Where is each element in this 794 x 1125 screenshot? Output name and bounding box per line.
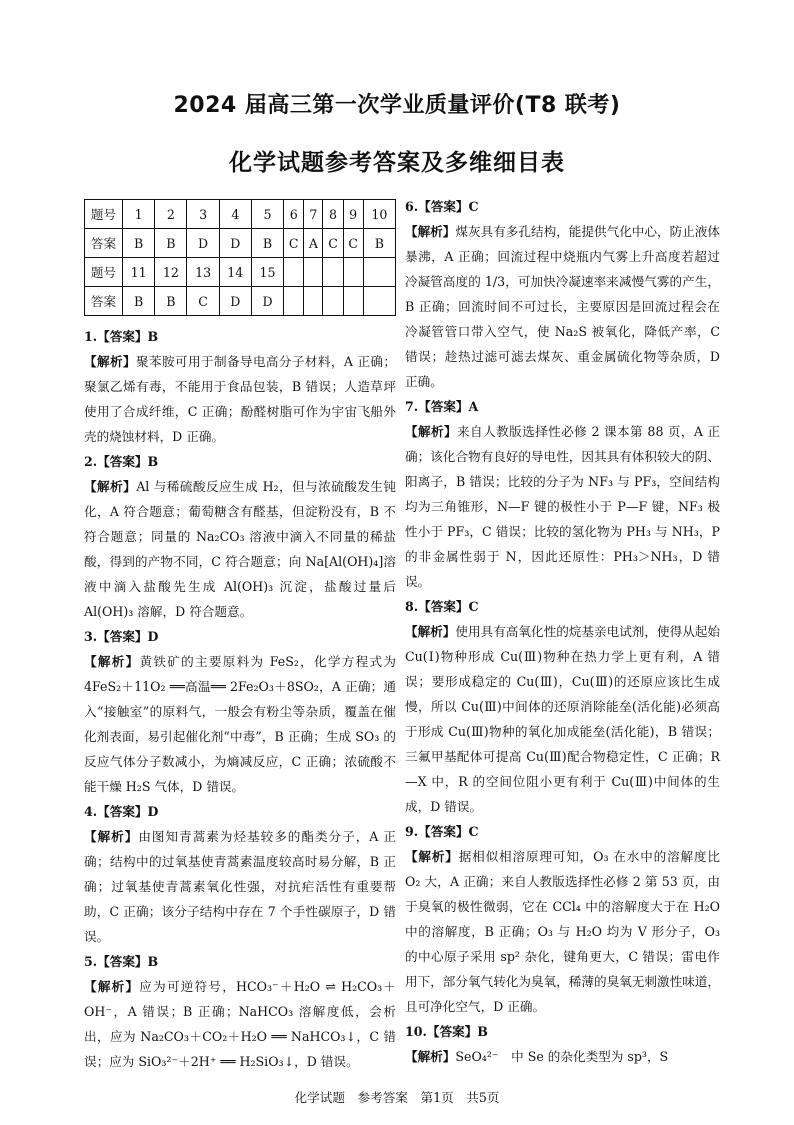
table-cell: A: [304, 229, 323, 258]
analysis-body: 应为可逆符号，HCO₃⁻＋H₂O ⇌ H₂CO₃＋OH⁻，A 错误；B 正确；NaHCO₃ 溶解度低，会析出，应为 Na₂CO₃＋CO₂＋H₂O ══ NaHCO₃↓，C 错误；应为 SiO₃²⁻＋2H⁺ ══ H₂SiO₃↓，D 错误。: [84, 979, 396, 1069]
table-cell: [323, 258, 343, 287]
table-cell: [304, 287, 323, 316]
table-cell: [363, 258, 395, 287]
table-row: [85, 258, 396, 287]
table-cell: [304, 258, 323, 287]
analysis-body: 使用具有高氧化性的烷基亲电试剂，使得从起始 Cu(Ⅰ)物种形成 Cu(Ⅲ)物种在热力学上更有利，A 错误；要形成稳定的 Cu(Ⅲ)，Cu(Ⅲ)的还原应该比生成慢，所以 Cu(Ⅲ)中间体的还原消除能垒(活化能)必须高于形成 Cu(Ⅲ)物种的氧化加成能垒(活化能)，B 错误；三氟甲基配体可提高 Cu(Ⅲ)配合物稳定性，C 正确；R—X 中，R 的空间位阻小更有利于 Cu(Ⅲ)中间体的生成，D 错误。: [405, 624, 721, 814]
analysis-text: [84, 649, 396, 799]
answer-line: 9.【答案】C: [405, 824, 479, 839]
table-cell: B: [155, 229, 187, 258]
analysis-label: 【解析】: [405, 624, 456, 639]
table-header-cell: 答案: [85, 287, 123, 316]
table-cell: [323, 287, 343, 316]
table-cell: 6: [284, 200, 304, 229]
answer-line: 3.【答案】D: [84, 629, 159, 644]
document-subtitle: 化学试题参考答案及多维细目表: [229, 150, 565, 176]
analysis-text: [405, 1044, 720, 1069]
page-footer: 化学试题 参考答案 第1页 共5页: [294, 1090, 500, 1105]
question-3: [84, 624, 396, 799]
question-10: [405, 1019, 720, 1069]
analysis-label: 【解析】: [84, 354, 136, 369]
analysis-text: [405, 419, 720, 594]
right-column: [405, 194, 720, 1069]
question-5: [84, 949, 396, 1074]
table-cell: 15: [251, 258, 283, 287]
analysis-body: 来自人教版选择性必修 2 课本第 88 页，A 正确；该化合物有良好的导电性，因其具有体积较大的阴、阳离子，B 错误；比较的分子为 NF₃ 与 PF₃，空间结构均为三角锥形，N—F 键的极性小于 P—F 键，NF₃ 极性小于 PF₃，C 错误；比较的氢化物为 PH₃ 与 NH₃，P 的非金属性弱于 N，因此还原性：PH₃＞NH₃，D 错误。: [405, 424, 721, 589]
table-cell: C: [187, 287, 219, 316]
table-cell: 2: [155, 200, 187, 229]
analysis-label: 【解析】: [405, 424, 458, 439]
table-cell: 14: [219, 258, 251, 287]
analysis-body: Al 与稀硫酸反应生成 H₂，但与浓硫酸发生钝化，A 符合题意；葡萄糖含有醛基，但淀粉没有，B 不符合题意；同量的 Na₂CO₃ 溶液中滴入不同量的稀盐酸，得到的产物不同，C 符合题意；向 Na[Al(OH)₄]溶液中滴入盐酸先生成 Al(OH)₃ 沉淀，盐酸过量后 Al(OH)₃ 溶解，D 符合题意。: [84, 479, 396, 619]
table-cell: C: [323, 229, 343, 258]
question-7: [405, 394, 720, 594]
table-cell: B: [251, 229, 283, 258]
answer-line: 5.【答案】B: [84, 954, 159, 969]
table-cell: [284, 258, 304, 287]
analysis-text: [84, 349, 396, 449]
analysis-label: 【解析】: [84, 979, 140, 994]
table-header-cell: 题号: [85, 200, 123, 229]
table-cell: [343, 287, 363, 316]
table-cell: 9: [343, 200, 363, 229]
table-cell: D: [251, 287, 283, 316]
question-4: [84, 799, 396, 949]
table-cell: B: [363, 229, 395, 258]
table-cell: B: [123, 287, 155, 316]
document-title: 2024 届高三第一次学业质量评价(T8 联考): [173, 93, 621, 118]
answer-line: 6.【答案】C: [405, 199, 479, 214]
analysis-body: 煤灰具有多孔结构，能提供气化中心，防止液体暴沸，A 正确；回流过程中烧瓶内气雾上升高度若超过冷凝管高度的 1/3，可加快冷凝速率来减慢气雾的产生，B 正确；回流时间不可过长，主要原因是回流过程会在冷凝管管口带入空气，使 Na₂S 被氧化，降低产率，C 错误；趁热过滤可滤去煤灰、重金属硫化物等杂质，D 正确。: [405, 224, 721, 389]
analysis-label: 【解析】: [84, 479, 137, 494]
question-1: [84, 324, 396, 449]
analysis-body: 黄铁矿的主要原料为 FeS₂，化学方程式为 4FeS₂＋11O₂ ══高温══ 2Fe₂O₃＋8SO₂，A 正确；通入“接触室”的原料气，一般会有粉尘等杂质，覆盖在催化剂表面，易引起催化剂“中毒”，B 正确；生成 SO₃ 的反应气体分子数减小，为熵减反应，C 正确；浓硫酸不能干燥 H₂S 气体，D 错误。: [84, 654, 397, 794]
table-cell: D: [219, 229, 251, 258]
analysis-body: 聚苯胺可用于制备导电高分子材料，A 正确；聚氯乙烯有毒，不能用于食品包装，B 错误；人造草坪使用了合成纤维，C 正确；酚醛树脂可作为宇宙飞船外壳的烧蚀材料，D 正确。: [84, 354, 396, 444]
analysis-label: 【解析】: [405, 224, 456, 239]
table-cell: C: [343, 229, 363, 258]
analysis-text: [405, 619, 720, 819]
analysis-text: [84, 474, 396, 624]
table-cell: B: [155, 287, 187, 316]
table-cell: 13: [187, 258, 219, 287]
analysis-label: 【解析】: [405, 1049, 456, 1064]
table-cell: C: [284, 229, 304, 258]
analysis-body: 由图知青蒿素为烃基较多的酯类分子，A 正确；结构中的过氧基使青蒿素温度较高时易分解，B 正确；过氧基使青蒿素氧化性强，对抗疟活性有重要帮助，C 正确；该分子结构中存在 7 个手性碳原子，D 错误。: [84, 829, 396, 944]
table-cell: 7: [304, 200, 323, 229]
answer-line: 2.【答案】B: [84, 454, 159, 469]
table-cell: 8: [323, 200, 343, 229]
table-cell: 11: [123, 258, 155, 287]
answer-line: 7.【答案】A: [405, 399, 479, 414]
table-cell: B: [123, 229, 155, 258]
analysis-body: SeO₄²⁻ 中 Se 的杂化类型为 sp³，S: [455, 1049, 669, 1064]
analysis-text: [405, 219, 720, 394]
table-cell: 4: [219, 200, 251, 229]
table-cell: 1: [123, 200, 155, 229]
answer-table: [84, 199, 396, 316]
question-6: [405, 194, 720, 394]
answer-line: 10.【答案】B: [405, 1024, 488, 1039]
table-header-cell: 答案: [85, 229, 123, 258]
answer-line: 4.【答案】D: [84, 804, 159, 819]
question-2: [84, 449, 396, 624]
table-row: [85, 200, 396, 229]
analysis-label: 【解析】: [84, 829, 139, 844]
table-cell: 3: [187, 200, 219, 229]
table-cell: 5: [251, 200, 283, 229]
answer-line: 8.【答案】C: [405, 599, 479, 614]
analysis-label: 【解析】: [84, 654, 140, 669]
analysis-label: 【解析】: [405, 849, 459, 864]
answer-line: 1.【答案】B: [84, 329, 159, 344]
table-header-cell: 题号: [85, 258, 123, 287]
table-cell: [343, 258, 363, 287]
table-cell: D: [187, 229, 219, 258]
table-row: [85, 287, 396, 316]
table-row: [85, 229, 396, 258]
table-cell: 12: [155, 258, 187, 287]
table-cell: [363, 287, 395, 316]
table-cell: [284, 287, 304, 316]
question-9: [405, 819, 720, 1019]
table-cell: 10: [363, 200, 395, 229]
analysis-text: [84, 974, 396, 1074]
analysis-body: 据相似相溶原理可知，O₃ 在水中的溶解度比 O₂ 大，A 正确；来自人教版选择性必修 2 第 53 页，由于臭氧的极性微弱，它在 CCl₄ 中的溶解度大于在 H₂O 中的溶解度，B 正确；O₃ 与 H₂O 均为 V 形分子，O₃ 的中心原子采用 sp² 杂化，键角更大，C 错误；雷电作用下，部分氧气转化为臭氧，稀薄的臭氧无刺激性味道，且可净化空气，D 正确。: [405, 849, 720, 1014]
analysis-text: [405, 844, 720, 1019]
table-cell: D: [219, 287, 251, 316]
left-column: [84, 199, 396, 1074]
analysis-text: [84, 824, 396, 949]
question-8: [405, 594, 720, 819]
